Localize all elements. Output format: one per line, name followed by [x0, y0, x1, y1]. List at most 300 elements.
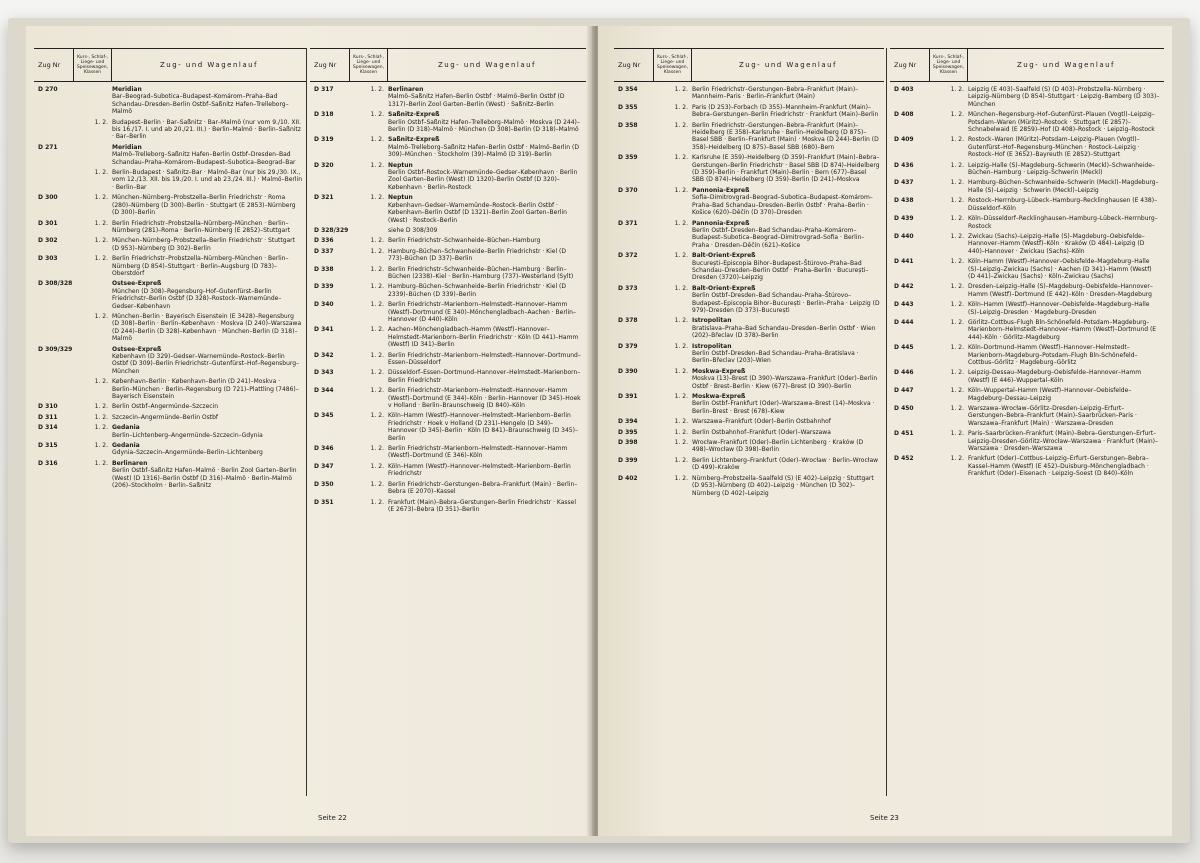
class-info: 1. 2.: [674, 428, 688, 436]
train-number: D 446: [894, 369, 914, 377]
route-text: [968, 405, 1164, 427]
train-number: D 403: [894, 86, 914, 93]
left-column-2: [310, 48, 586, 796]
train-number: D 336: [314, 237, 334, 245]
train-row: [310, 412, 586, 442]
train-number: D 341: [314, 326, 334, 334]
route-description: Köln–Hamm (Westf)–Hannover–Oebisfelde–Magdeburg–Halle (S)–Leipzig–Zwickau (Sachs) · Aachen (D 341)–Hamm (Westf) (D 441)–Zwickau (Sachs) · Köln–Zwickau (Sachs): [968, 258, 1152, 280]
train-list: [34, 82, 306, 490]
route-description: Nürnberg–Probstzella–Saalfeld (S) (E 402)–Leipzig · Stuttgart (D 953)–Nürnberg (D 402)–Leipzig · München (D 302)–Nürnberg (D 402)–Leipzig: [692, 474, 874, 497]
train-number: D 344: [314, 387, 334, 395]
route-text: [692, 439, 884, 454]
train-list: [614, 82, 884, 497]
route-text: [968, 319, 1164, 341]
train-number: D 440: [894, 232, 914, 240]
route-description: Wrocław–Frankfurt (Oder)–Berlin Lichtenberg · Kraków (D 498)–Wrocław (D 398)–Berlin: [692, 439, 864, 454]
route-description: München–Berlin · Bayerisch Eisenstein (E 3428)–Regensburg (D 308)–Berlin · Berlin–København · Moskva (D 240)–Warszawa (D 244)–Berlin (D 328)–København · München–Berlin (D 318)–Malmö: [112, 312, 302, 343]
route-description: Berlin Friedrichstr–Marienborn–Helmstedt–Hannover–Hamm (Westf)–Dortmund (E 344)–Köln · Berlin–Hannover (D 345)–Hoek v Holland · Berlin–Braunschweig (D 840)–Köln: [388, 387, 581, 410]
route-description: Berlin Ostbf–Frankfurt (Oder)–Warszawa–Brest (14)–Moskva · Berlin–Brest · Brest (678)–Kiew: [692, 400, 875, 415]
right-column-2: [890, 48, 1164, 796]
route-text: [692, 429, 884, 436]
train-number: D 408: [894, 111, 914, 119]
train-name: Istropolitan: [692, 317, 732, 325]
class-info: 1. 2.: [950, 215, 964, 223]
page-number: Seite 22: [318, 814, 347, 822]
train-number: D 390: [618, 367, 638, 375]
class-info: 1. 2.: [950, 136, 964, 144]
train-row: [890, 319, 1164, 341]
train-row: [890, 283, 1164, 298]
class-info: 1. 2.: [370, 136, 384, 144]
route-text: [112, 86, 306, 116]
route-text: [112, 442, 306, 457]
train-number: D 343: [314, 369, 334, 377]
route-description: Berlin Friedrichstr–Marienborn–Helmstedt–Hannover–Dortmund–Essen–Düsseldorf: [388, 351, 581, 366]
route-text: [388, 266, 586, 281]
train-number: D 354: [618, 86, 638, 93]
train-number: D 391: [618, 393, 638, 401]
train-row: [614, 393, 884, 415]
route-text: [692, 104, 884, 119]
class-info: 1. 2.: [370, 326, 384, 334]
train-name: Meridian: [112, 86, 142, 93]
class-info: 1. 2.: [370, 369, 384, 377]
class-info: 1. 2.: [674, 439, 688, 447]
route-description: Köln–Hamm (Westf)–Hannover–Helmstedt–Marienborn–Berlin Friedrichstr · Hoek v Holland (D 231)–Hengelo (D 349)–Hannover (D 345)–Berlin · Köln (D 841)–Braunschweig (D 345)–Berlin: [388, 412, 578, 442]
route-description: Malmö–Trelleborg–Saßnitz Hafen–Berlin Ostbf · Malmö–Berlin (D 309)–München · Stockholm (39)–Malmö (D 319)–Berlin: [388, 143, 579, 159]
route-description: Berlin–Budapest · Saßnitz–Bar · Malmö–Bar (nur bis 29./30. IX., vom 12./13. XII. bis 19./20. I. und ab 23./24. III.) · Malmö–Berlin · Berlin–Bar: [112, 169, 303, 191]
route-text: [388, 136, 586, 158]
class-info: 1. 2.: [94, 378, 108, 386]
route-description: Budapest–Berlin · Bar–Saßnitz · Bar–Malmö (nur vom 9./10. XII. bis 16./17. I. und ab 20./21. III.) · Berlin–Malmö · Berlin–Saßnitz · Bar–Berlin: [112, 118, 301, 141]
class-info: 1. 2.: [950, 405, 964, 413]
train-row: [614, 104, 884, 119]
route-description: Hamburg–Büchen–Schwanheide–Schwerin (Meckl)–Magdeburg–Halle (S)–Leipzig · Schwerin (Meckl)–Leipzig: [968, 179, 1159, 194]
train-number: D 314: [38, 424, 58, 432]
train-row: [890, 455, 1164, 477]
route-text: [968, 283, 1164, 298]
train-name: Meridian: [112, 143, 142, 151]
train-row: [890, 301, 1164, 316]
route-description: Köln–Wuppertal–Hamm (Westf)–Hannover–Oebisfelde–Magdeburg–Dessau–Leipzig: [968, 387, 1132, 402]
route-text: [968, 86, 1164, 108]
column-header: [614, 48, 884, 82]
route-text: [968, 369, 1164, 384]
route-text: [388, 162, 586, 192]
train-name: Ostsee-Expreß: [112, 280, 162, 288]
class-info: 1. 2.: [370, 194, 384, 202]
class-info: 1. 2.: [370, 237, 384, 245]
class-info: [74, 86, 112, 116]
route-description: Berlin–Lichtenberg–Angermünde–Szczecin–Gdynia: [112, 431, 263, 439]
train-number: D 321: [314, 194, 334, 202]
train-number: D 345: [314, 412, 334, 420]
train-row: [34, 119, 306, 141]
route-description: Berlin Friedrichstr–Schwanheide–Büchen–Hamburg: [388, 237, 541, 245]
train-row: [890, 430, 1164, 452]
train-number: D 379: [618, 342, 638, 350]
train-number: D 372: [618, 252, 638, 260]
class-info: 1. 2.: [94, 403, 108, 411]
route-description: Berlin Ostbf–Saßnitz Hafen–Malmö · Berlin Zool Garten–Berlin (West) (D 1316)–Berlin Ostbf (D 316)–Malmö · Berlin–Malmö (206)–Stockholm · Berlin–Saßnitz: [112, 467, 297, 490]
class-info: 1. 2.: [674, 317, 688, 325]
header-zug-nr: Zug Nr: [614, 49, 654, 81]
train-row: [34, 403, 306, 410]
train-number: D 441: [894, 258, 914, 266]
class-info: 1. 2.: [674, 367, 688, 375]
route-description: Paris–Saarbrücken–Frankfurt (Main)–Bebra–Gerstungen–Erfurt–Leipzig–Dresden–Görlitz–Wrocław–Warszawa · Frankfurt (Main)–Warszawa · Dresden–Warszawa: [968, 430, 1159, 453]
route-description: Frankfurt (Oder)–Cottbus–Leipzig–Erfurt–Gerstungen–Bebra–Kassel–Hamm (Westf) (E 452)–Duisburg–Mönchengladbach · Frankfurt (Oder)–Eisenach · Leipzig–Soest (D 840)–Köln: [968, 455, 1149, 478]
route-text: [388, 237, 586, 244]
train-number: D 311: [38, 413, 58, 421]
train-row: [890, 179, 1164, 194]
class-info: 1. 2.: [674, 103, 688, 111]
train-number: D 301: [38, 219, 58, 227]
header-kurs: Kurs-, Schlaf-, Liege- und Speisewagen, Klassen: [74, 49, 112, 81]
train-row: [310, 326, 586, 348]
train-row: [890, 111, 1164, 133]
train-row: [310, 111, 586, 133]
train-row: [34, 237, 306, 252]
class-info: 1. 2.: [674, 86, 688, 93]
class-info: 1. 2.: [950, 197, 964, 205]
train-row: [890, 136, 1164, 158]
train-number: [34, 378, 74, 400]
class-info: [74, 280, 112, 310]
class-info: 1. 2.: [674, 121, 688, 129]
route-text: [968, 455, 1164, 477]
column-divider: [306, 48, 307, 796]
train-row: [614, 317, 884, 339]
route-description: Berlin Friedrichstr–Probstzella–Nürnberg–München · Berlin–Nürnberg (D 854)–Stuttgart · Berlin–Augsburg (D 783)–Oberstdorf: [112, 255, 289, 277]
train-number: D 438: [894, 197, 914, 205]
route-description: Rostock–Waren (Müritz)–Potsdam–Leipzig–Plauen (Vogtl)–Gutenfürst–Hof–Regensburg–München · Rostock–Leipzig · Rostock–Hof (E 3652)–Bayreuth (E 2852)–Stuttgart: [968, 136, 1140, 159]
route-description: Frankfurt (Main)–Bebra–Gerstungen–Berlin Friedrichstr · Kassel (E 2673)–Bebra (D 351)–Berlin: [388, 498, 577, 513]
train-number: [34, 169, 74, 191]
route-text: [692, 122, 884, 152]
train-number: D 350: [314, 480, 334, 488]
class-info: 1. 2.: [370, 445, 384, 453]
route-description: Düsseldorf–Essen–Dortmund–Hannover–Helmstedt–Marienborn–Berlin Friedrichstr: [388, 369, 581, 384]
train-name: Berlinaren: [112, 459, 148, 467]
train-row: [310, 266, 586, 281]
route-text: [968, 387, 1164, 402]
route-description: København–Gedser–Warnemünde–Rostock–Berlin Ostbf · København–Berlin Ostbf (D 1321)–Berlin Zool Garten–Berlin (West) · Rostock–Berlin: [388, 201, 567, 224]
train-row: [34, 424, 306, 439]
train-row: [614, 418, 884, 425]
route-description: Berlin Lichtenberg–Frankfurt (Oder)–Wrocław · Berlin–Wrocław (D 499)–Kraków: [692, 456, 879, 472]
route-description: Berlin Ostbf–Saßnitz Hafen–Trelleborg–Malmö · Moskva (D 244)–Berlin (D 318)–Malmö · München (D 308)–Berlin (D 318)–Malmö: [388, 118, 580, 134]
route-text: [388, 227, 586, 234]
class-info: 1. 2.: [370, 498, 384, 506]
route-text: [692, 285, 884, 315]
train-row: [34, 280, 306, 310]
train-row: [614, 252, 884, 282]
train-number: D 443: [894, 301, 914, 309]
route-description: Berlin Friedrichstr–Probstzella–Nürnberg–München · Berlin–Nürnberg (281)–Roma · Berlin–Nürnberg (E 2852)–Stuttgart: [112, 219, 291, 234]
route-text: [968, 258, 1164, 280]
class-info: 1. 2.: [370, 351, 384, 359]
class-info: 1. 2.: [950, 232, 964, 240]
route-description: München (D 308)–Regensburg–Hof–Gutenfürst–Berlin Friedrichstr–Berlin Ostbf (D 328)–Rostock–Warnemünde–Gedser–København: [112, 287, 282, 310]
right-column-1: [614, 48, 884, 796]
route-text: [112, 194, 306, 216]
class-info: [74, 346, 112, 376]
route-description: Malmö–Saßnitz Hafen–Berlin Ostbf · Malmö–Berlin Ostbf (D 1317)–Berlin Zool Garten–Berlin (West) · Saßnitz–Berlin: [388, 93, 565, 108]
train-row: [34, 255, 306, 277]
train-row: [614, 285, 884, 315]
class-info: 1. 2.: [950, 318, 964, 326]
train-number: D 340: [314, 301, 334, 309]
train-number: D 315: [38, 442, 58, 450]
route-text: [112, 119, 306, 141]
class-info: 1. 2.: [94, 459, 108, 467]
train-row: [614, 154, 884, 184]
route-text: [112, 144, 306, 166]
route-text: [968, 162, 1164, 177]
column-divider: [886, 48, 887, 796]
train-row: [614, 86, 884, 101]
route-text: [968, 111, 1164, 133]
route-text: [112, 460, 306, 490]
train-number: D 439: [894, 215, 914, 223]
route-text: [388, 194, 586, 224]
route-text: [112, 220, 306, 235]
route-description: Warszawa–Frankfurt (Oder)–Berlin Ostbahnhof: [692, 418, 831, 426]
train-number: D 342: [314, 351, 334, 359]
route-text: [388, 412, 586, 442]
route-text: [968, 301, 1164, 316]
class-info: 1. 2.: [94, 219, 108, 227]
route-description: Köln–Düsseldorf–Recklinghausen–Hamburg–Lübeck–Herrnburg–Rostock: [968, 215, 1158, 230]
train-number: D 451: [894, 430, 914, 438]
route-text: [112, 169, 306, 191]
route-description: Berlin Ostbf–Dresden–Bad Schandau–Praha–Štúrovo–Budapest–Episcopia Bihor–București · Berlin–Praha · Leipzig (D 979)–Dresden (D 373)–București: [692, 292, 880, 314]
column-header: [890, 48, 1164, 82]
route-description: Berlin Friedrichstr–Gerstungen–Bebra–Frankfurt (Main)–Mannheim–Paris · Berlin–Frankfurt (Main): [692, 86, 859, 101]
train-number: D 402: [618, 474, 638, 482]
header-kurs: Kurs-, Schlaf-, Liege- und Speisewagen, Klassen: [930, 49, 968, 81]
train-number: D 452: [894, 455, 914, 463]
route-description: Moskva (13)–Brest (D 390)–Warszawa–Frankfurt (Oder)–Berlin Ostbf · Brest–Berlin · Kiew (677)–Brest (D 390)–Berlin: [692, 375, 878, 390]
train-row: [310, 481, 586, 496]
train-number: D 303: [38, 255, 58, 263]
header-kurs: Kurs-, Schlaf-, Liege- und Speisewagen, Klassen: [654, 49, 692, 81]
train-row: [310, 301, 586, 323]
route-description: München–Nürnberg–Probstzella–Berlin Friedrichstr · Roma (280)–Nürnberg (D 300)–Berlin · Stuttgart (E 2853)–Nürnberg (D 300)–Berlin: [112, 194, 296, 217]
train-name: Balt-Orient-Expreß: [692, 252, 756, 260]
route-description: Berlin Friedrichstr–Gerstungen–Bebra–Frankfurt (Main)–Heidelberg (E 358)–Karlsruhe · Berlin–Heidelberg (D 875)–Basel SBB · Berlin–Frankfurt (Main) · Moskva (D 244)–Berlin (D 358)–Heidelberg (D 875)–Basel SBB (680)–Bern: [692, 121, 879, 151]
header-kurs: Kurs-, Schlaf-, Liege- und Speisewagen, Klassen: [350, 49, 388, 81]
route-text: [968, 233, 1164, 255]
train-name: Ostsee-Expreß: [112, 345, 162, 353]
route-text: [692, 317, 884, 339]
route-description: Karlsruhe (E 359)–Heidelberg (D 359)–Frankfurt (Main)–Bebra–Gerstungen–Berlin Friedrichstr · Basel SBB (D 874)–Heidelberg (D 359)–Berlin · Frankfurt (Main)–Berlin · Bern (677)–Basel SBB (D 874)–Heidelberg (D 359)–Berlin (D 241)–Moskva: [692, 154, 880, 184]
train-number: D 370: [618, 186, 638, 194]
train-number: [34, 119, 74, 141]
route-description: Berlin Ostbf–Rostock–Warnemünde–Gedser–København · Berlin Zool Garten–Berlin (West) (D 1320)–Berlin Ostbf (D 320)–København · Berlin–Rostock: [388, 169, 578, 191]
route-text: [388, 499, 586, 514]
train-name: Moskwa-Expreß: [692, 393, 746, 401]
route-text: [692, 154, 884, 184]
train-number: [34, 313, 74, 343]
train-row: [310, 237, 586, 244]
train-row: [310, 463, 586, 478]
route-description: Warszawa–Wrocław–Görlitz–Dresden–Leipzig–Erfurt–Gerstungen–Bebra–Frankfurt (Main)–Saarbrücken–Paris · Warszawa–Frankfurt (Main) · Warszawa–Dresden: [968, 405, 1137, 427]
class-info: 1. 2.: [94, 255, 108, 263]
train-row: [890, 215, 1164, 230]
train-name: Gedania: [112, 442, 140, 450]
class-info: 1. 2.: [950, 455, 964, 463]
route-description: siehe D 308/309: [388, 226, 438, 234]
route-text: [388, 369, 586, 384]
route-text: [968, 179, 1164, 194]
route-text: [692, 475, 884, 497]
route-description: Görlitz–Cottbus–Flugh Bln-Schönefeld–Potsdam–Magdeburg–Marienborn–Helmstedt–Hannover–Hamm (Westf)–Dortmund (E 444)–Köln · Görlitz–Magdeburg: [968, 318, 1157, 341]
route-description: Rostock–Herrnburg–Lübeck–Hamburg–Recklinghausen (E 438)–Düsseldorf–Köln: [968, 197, 1158, 212]
train-row: [310, 136, 586, 158]
route-description: Leipzig–Halle (S)–Magdeburg–Schwerin (Meckl)–Schwanheide–Büchen–Hamburg · Leipzig–Schwerin (Meckl): [968, 161, 1155, 177]
class-info: 1. 2.: [94, 194, 108, 202]
class-info: 1. 2.: [94, 169, 108, 177]
train-row: [890, 405, 1164, 427]
class-info: 1. 2.: [950, 179, 964, 187]
route-text: [112, 237, 306, 252]
route-text: [112, 424, 306, 439]
train-row: [34, 346, 306, 376]
train-number: D 445: [894, 344, 914, 352]
route-description: Leipzig (E 403)–Saalfeld (S) (D 403)–Probstzella–Nürnberg · Leipzig–Nürnberg (D 854)–Stuttgart · Leipzig–Bamberg (D 303)–München: [968, 86, 1160, 108]
train-number: D 359: [618, 154, 638, 162]
train-number: D 271: [38, 143, 58, 151]
route-text: [388, 283, 586, 298]
route-description: Malmö–Trelleborg–Saßnitz Hafen–Berlin Ostbf–Dresden–Bad Schandau–Praha–Komárom–Budapest–Subotica–Beograd–Bar: [112, 151, 296, 166]
class-info: [350, 227, 388, 234]
column-header: [34, 48, 306, 82]
class-info: 1. 2.: [674, 474, 688, 482]
route-text: [112, 313, 306, 343]
left-page: [26, 26, 592, 836]
route-text: [388, 481, 586, 496]
class-info: 1. 2.: [674, 456, 688, 464]
header-lauf: Zug- und Wagenlauf: [738, 61, 838, 69]
train-number: D 337: [314, 247, 334, 255]
train-list: [890, 82, 1164, 478]
route-description: Berlin Ostbf–Dresden–Bad Schandau–Praha–Bratislava · Berlin–Břeclav (203)–Wien: [692, 350, 859, 365]
train-row: [310, 227, 586, 234]
route-description: Dresden–Leipzig–Halle (S)–Magdeburg–Oebisfelde–Hannover–Hamm (Westf)–Dortmund (E 442)–Köln · Dresden–Magdeburg: [968, 283, 1153, 298]
route-description: København (D 329)–Gedser–Warnemünde–Rostock–Berlin Ostbf (D 309)–Berlin Friedrichstr–Gutenfürst–Hof–Regensburg–München: [112, 353, 300, 375]
class-info: 1. 2.: [950, 387, 964, 395]
train-row: [890, 387, 1164, 402]
header-zug-nr: Zug Nr: [310, 49, 350, 81]
class-info: 1. 2.: [950, 301, 964, 309]
train-row: [310, 194, 586, 224]
route-description: München–Nürnberg–Probstzella–Berlin Friedrichstr · Stuttgart (D 953)–Nürnberg (D 302)–Berlin: [112, 237, 296, 252]
route-description: København–Berlin · København–Berlin (D 241)–Moskva · Berlin–München · Berlin–Regensburg (D 721)–Plattling (7486)–Bayerisch Eisenstein: [112, 378, 299, 401]
page-number: Seite 23: [870, 814, 899, 822]
route-text: [692, 187, 884, 217]
class-info: [74, 144, 112, 166]
train-name: Berlinaren: [388, 86, 424, 93]
train-name: Saßnitz-Expreß: [388, 136, 440, 144]
train-row: [614, 220, 884, 250]
route-description: Köln–Hamm (Westf)–Hannover–Helmstedt–Marienborn–Berlin Friedrichstr: [388, 462, 571, 478]
train-row: [34, 378, 306, 400]
class-info: 1. 2.: [674, 393, 688, 401]
route-text: [112, 414, 306, 421]
train-row: [34, 442, 306, 457]
class-info: 1. 2.: [674, 219, 688, 227]
route-text: [388, 326, 586, 348]
train-number: D 371: [618, 219, 638, 227]
train-row: [34, 169, 306, 191]
train-number: D 328/329: [314, 226, 349, 234]
route-description: Berlin Ostbf–Dresden–Bad Schandau–Praha–Komárom–Budapest–Subotica–Beograd–Dimitrovgrad–Sofia · Berlin–Praha · Dresden–Děčín (621)–Košice: [692, 226, 865, 249]
train-name: Istropolitan: [692, 342, 732, 350]
class-info: 1. 2.: [370, 480, 384, 488]
train-number: D 394: [618, 418, 638, 426]
header-lauf: Zug- und Wagenlauf: [437, 61, 537, 69]
class-info: 1. 2.: [370, 86, 384, 93]
route-description: Paris (D 253)–Forbach (D 355)–Mannheim–Frankfurt (Main)–Bebra–Gerstungen–Berlin Friedrichstr · Frankfurt (Main)–Berlin: [692, 103, 879, 119]
class-info: 1. 2.: [94, 312, 108, 320]
class-info: 1. 2.: [950, 283, 964, 291]
train-row: [614, 457, 884, 472]
route-text: [968, 197, 1164, 212]
route-description: Berlin Friedrichstr–Gerstungen–Bebra–Frankfurt (Main) · Berlin–Bebra (E 2070)–Kassel: [388, 480, 578, 496]
train-row: [34, 220, 306, 235]
class-info: 1. 2.: [950, 430, 964, 438]
train-number: D 395: [618, 428, 638, 436]
train-number: D 308/328: [38, 280, 73, 288]
route-description: München–Regensburg–Hof–Gutenfürst–Plauen (Vogtl)–Leipzig–Potsdam–Waren (Müritz)–Rostock · Stuttgart (E 2857)–Schnabelwaid (E 2859)–Hof (D 408)–Rostock · Leipzig–Rostock: [968, 111, 1155, 134]
train-number: D 347: [314, 462, 334, 470]
class-info: 1. 2.: [94, 118, 108, 126]
train-number: D 320: [314, 161, 334, 169]
route-text: [388, 86, 586, 108]
route-description: Gdynia–Szczecin–Angermünde–Berlin–Lichtenberg: [112, 449, 263, 457]
train-row: [890, 344, 1164, 366]
class-info: 1. 2.: [370, 462, 384, 470]
train-number: D 302: [38, 237, 58, 245]
route-text: [968, 430, 1164, 452]
header-zug-nr: Zug Nr: [34, 49, 74, 81]
route-text: [388, 111, 586, 133]
class-info: 1. 2.: [370, 247, 384, 255]
right-page: [598, 26, 1172, 836]
route-description: Berlin Friedrichstr–Marienborn–Helmstedt–Hannover–Hamm (Westf)–Dortmund (E 340)–Mönchengladbach–Aachen · Berlin–Hannover (D 440)–Köln: [388, 301, 576, 323]
route-description: Bar–Beograd–Subotica–Budapest–Komárom–Praha–Bad Schandau–Dresden–Berlin Ostbf–Saßnitz Hafen–Trelleborg–Malmö: [112, 93, 289, 116]
route-description: Leipzig–Dessau–Magdeburg–Oebisfelde–Hannover–Hamm (Westf) (E 446)–Wuppertal–Köln: [968, 369, 1142, 384]
route-description: Szczecin–Angermünde–Berlin Ostbf: [112, 413, 219, 421]
route-text: [692, 252, 884, 282]
route-text: [388, 445, 586, 460]
route-description: Köln–Hamm (Westf)–Hannover–Oebisfelde–Magdeburg–Halle (S)–Leipzig–Dresden · Magdeburg–Dresden: [968, 301, 1150, 316]
class-info: 1. 2.: [674, 342, 688, 350]
route-text: [968, 344, 1164, 366]
class-info: 1. 2.: [950, 161, 964, 169]
train-row: [614, 187, 884, 217]
train-number: D 437: [894, 179, 914, 187]
train-row: [614, 368, 884, 390]
train-number: D 358: [618, 121, 638, 129]
route-text: [112, 346, 306, 376]
route-text: [692, 86, 884, 101]
train-row: [890, 258, 1164, 280]
class-info: 1. 2.: [370, 265, 384, 273]
train-row: [614, 439, 884, 454]
